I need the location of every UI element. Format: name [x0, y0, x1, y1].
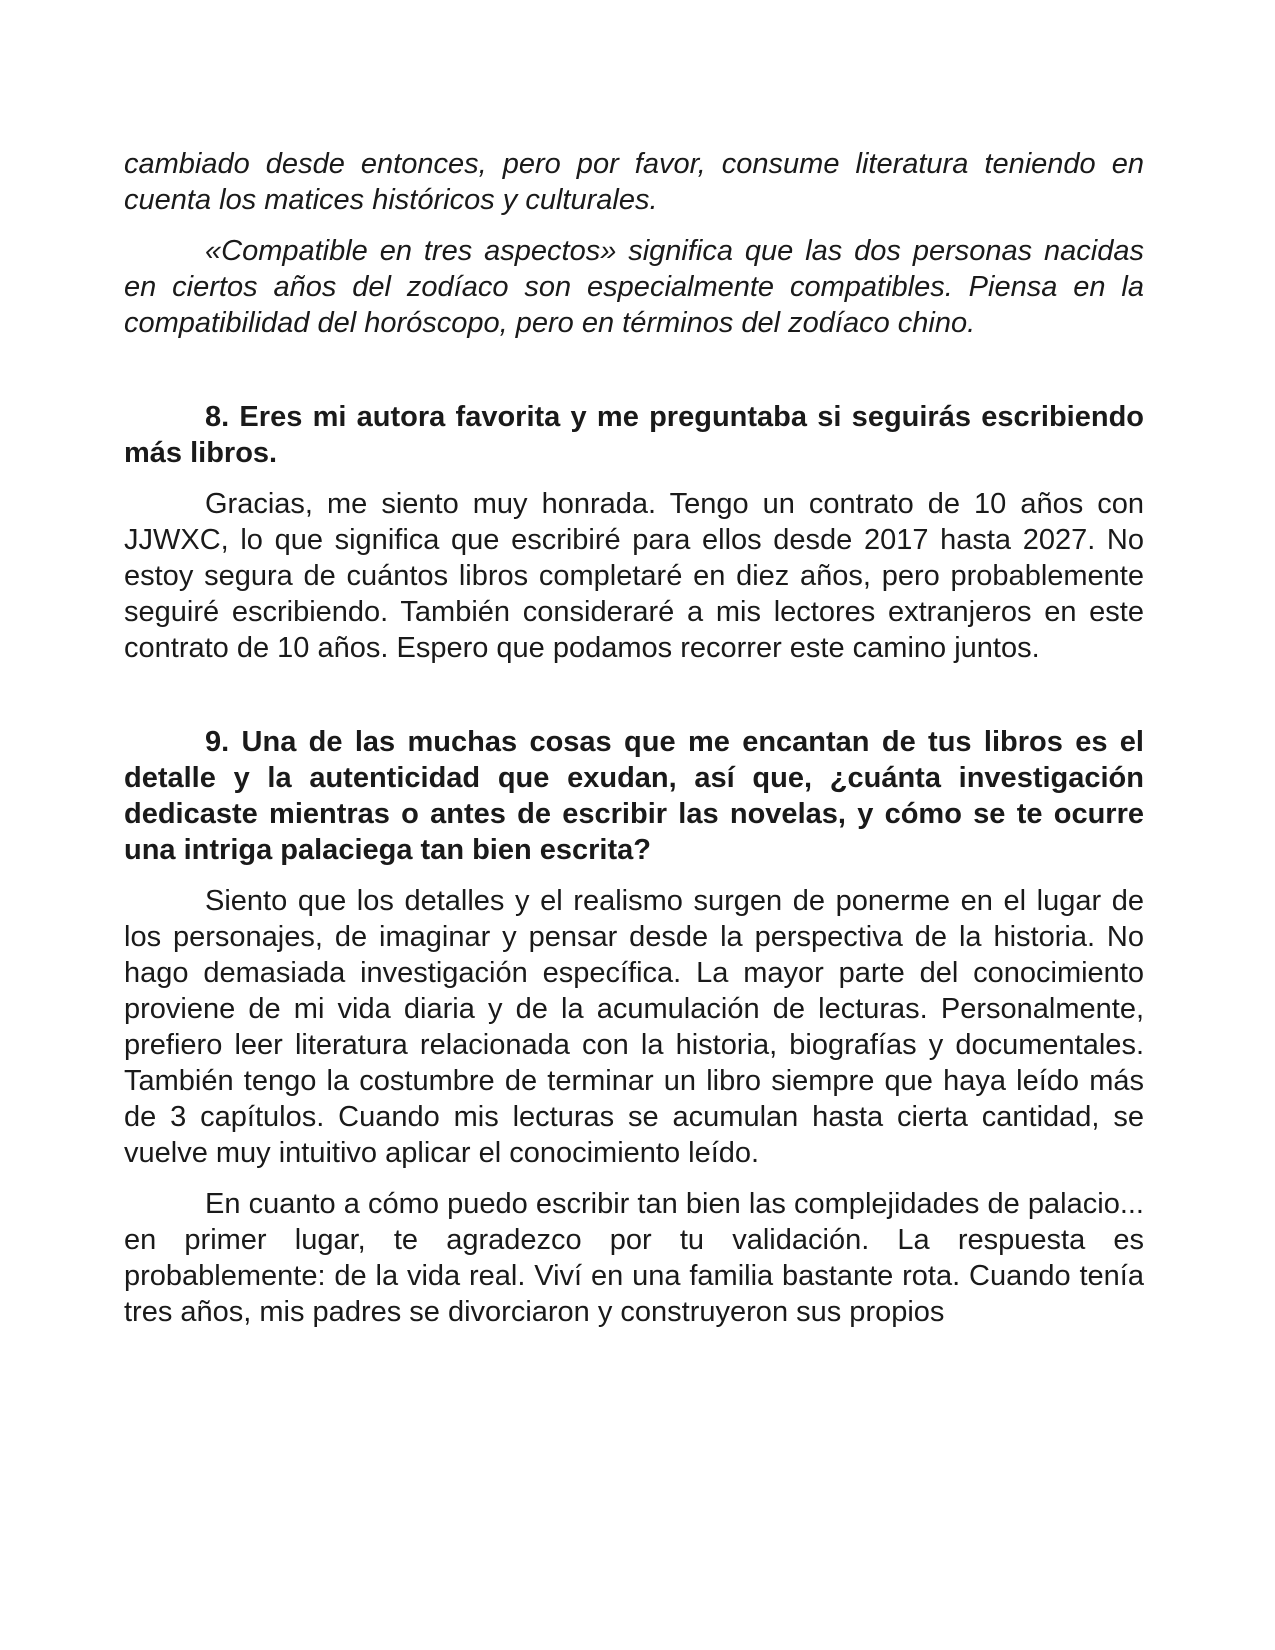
question-8-heading: 8. Eres mi autora favorita y me preguntaba si seguirás escribiendo más libros.	[124, 401, 1144, 469]
answer-9-paragraph-2: En cuanto a cómo puedo escribir tan bien las complejidades de palacio... en primer lugar, te agradezco por tu validación. La respuesta es probablemente: de la vida real. Viví en una familia bastante rota. Cuando tenía tres años, mis padres se divorciaron y construyeron sus propios	[124, 1188, 1144, 1328]
answer-8-paragraph: Gracias, me siento muy honrada. Tengo un contrato de 10 años con JJWXC, lo que significa que escribiré para ellos desde 2017 hasta 2027. No estoy segura de cuántos libros completaré en diez años, pero probablemente seguiré escribiendo. También consideraré a mis lectores extranjeros en este contrato de 10 años. Espero que podamos recorrer este camino juntos.	[124, 488, 1144, 664]
document-page	[124, 146, 1144, 1330]
answer-9-paragraph-1: Siento que los detalles y el realismo surgen de ponerme en el lugar de los personajes, de imaginar y pensar desde la perspectiva de la historia. No hago demasiada investigación específica. La mayor parte del conocimiento proviene de mi vida diaria y de la acumulación de lecturas. Personalmente, prefiero leer literatura relacionada con la historia, biografías y documentales. También tengo la costumbre de terminar un libro siempre que haya leído más de 3 capítulos. Cuando mis lecturas se acumulan hasta cierta cantidad, se vuelve muy intuitivo aplicar el conocimiento leído.	[124, 885, 1144, 1169]
question-9-heading: 9. Una de las muchas cosas que me encantan de tus libros es el detalle y la autenticidad que exudan, así que, ¿cuánta investigación dedicaste mientras o antes de escribir las novelas, y cómo se te ocurre una intriga palaciega tan bien escrita?	[124, 726, 1144, 866]
paragraph-compatibility-note: «Compatible en tres aspectos» significa que las dos personas nacidas en ciertos años del zodíaco son especialmente compatibles. Piensa en la compatibilidad del horóscopo, pero en términos del zodíaco chino.	[124, 235, 1144, 339]
paragraph-continuation: cambiado desde entonces, pero por favor, consume literatura teniendo en cuenta los matices históricos y culturales.	[124, 148, 1144, 216]
